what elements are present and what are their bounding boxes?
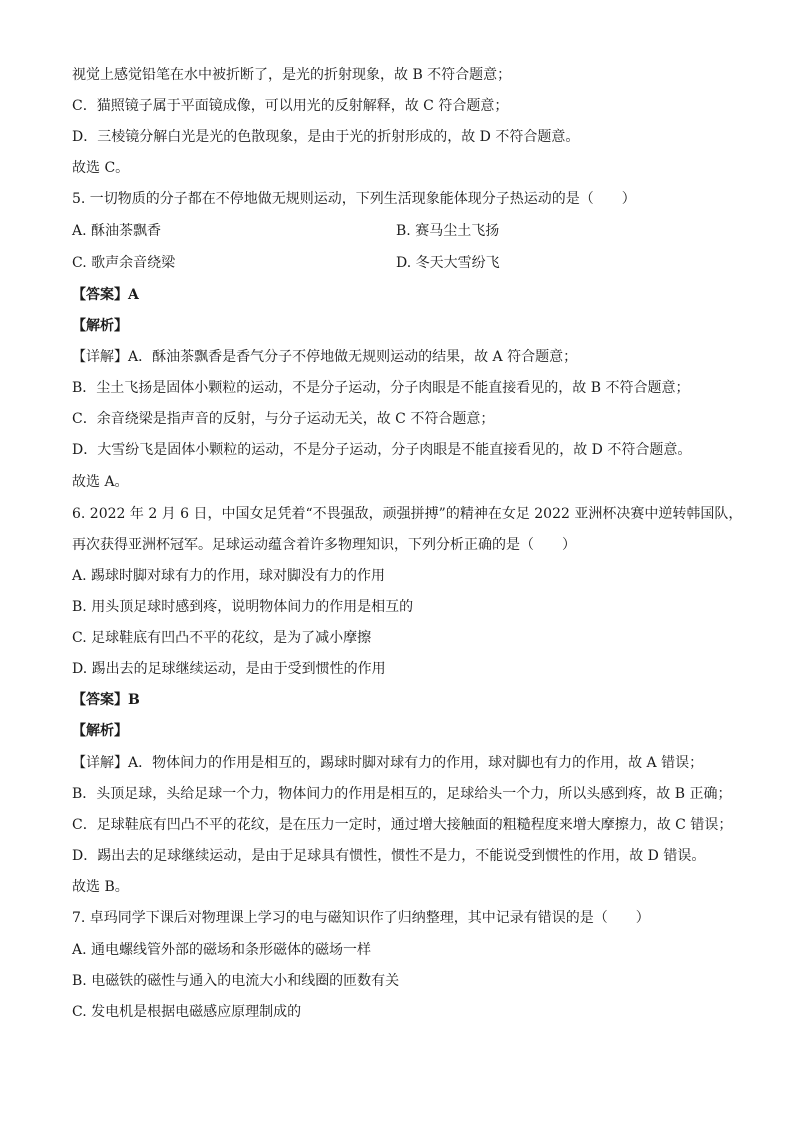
text-line: 【详解】A．物体间力的作用是相互的，踢球时脚对球有力的作用，球对脚也有力的作用，故 A 错误；: [72, 755, 704, 771]
text-line: B．尘土飞扬是固体小颗粒的运动，不是分子运动，分子肉眼是不能直接看见的，故 B 不符合题意；: [72, 380, 690, 396]
text-line: D．三棱镜分解白光是光的色散现象，是由于光的折射形成的，故 D 不符合题意。: [72, 129, 580, 145]
option-b: B. 电磁铁的磁性与通入的电流大小和线圈的匝数有关: [72, 973, 400, 989]
analysis-label: 【解析】: [72, 723, 128, 739]
text-line: 故选 A。: [72, 474, 129, 490]
answer-label: 【答案】A: [72, 287, 139, 303]
answer-label: 【答案】B: [72, 692, 140, 708]
text-line: C．余音绕梁是指声音的反射，与分子运动无关，故 C 不符合题意；: [72, 411, 495, 427]
question-5: 5. 一切物质的分子都在不停地做无规则运动，下列生活现象能体现分子热运动的是（ ）: [72, 191, 636, 207]
option-d: D. 踢出去的足球继续运动，是由于受到惯性的作用: [72, 661, 386, 677]
text-line: B．头顶足球，头给足球一个力，物体间力的作用是相互的，足球给头一个力，所以头感到疼，故 B 正确；: [72, 786, 732, 802]
option-b: B. 赛马尘土飞扬: [396, 223, 500, 239]
text-line: 视觉上感觉铅笔在水中被折断了，是光的折射现象，故 B 不符合题意；: [72, 67, 512, 83]
text-line: 故选 B。: [72, 879, 129, 895]
question-7: 7. 卓玛同学下课后对物理课上学习的电与磁知识作了归纳整理，其中记录有错误的是（ ）: [72, 910, 650, 926]
question-6-cont: 再次获得亚洲杯冠军。足球运动蕴含着许多物理知识，下列分析正确的是（ ）: [72, 537, 576, 553]
option-a: A. 踢球时脚对球有力的作用，球对脚没有力的作用: [72, 568, 386, 584]
option-c: C. 发电机是根据电磁感应原理制成的: [72, 1004, 302, 1020]
option-a: A. 酥油茶飘香: [72, 223, 162, 239]
option-c: C. 足球鞋底有凹凸不平的花纹，是为了减小摩擦: [72, 630, 372, 646]
text-line: C．猫照镜子属于平面镜成像，可以用光的反射解释，故 C 符合题意；: [72, 98, 509, 114]
option-c: C. 歌声余音绕梁: [72, 255, 176, 271]
text-line: 【详解】A．酥油茶飘香是香气分子不停地做无规则运动的结果，故 A 符合题意；: [72, 349, 578, 365]
option-b: B. 用头顶足球时感到疼，说明物体间力的作用是相互的: [72, 599, 414, 615]
text-line: D．大雪纷飞是固体小颗粒的运动，不是分子运动，分子肉眼是不能直接看见的，故 D 不符合题意。: [72, 442, 692, 458]
text-line: D．踢出去的足球继续运动，是由于足球具有惯性，惯性不是力，不能说受到惯性的作用，故 D 错误。: [72, 848, 706, 864]
option-a: A. 通电螺线管外部的磁场和条形磁体的磁场一样: [72, 942, 372, 958]
option-d: D. 冬天大雪纷飞: [396, 255, 500, 271]
text-line: C．足球鞋底有凹凸不平的花纹，是在压力一定时，通过增大接触面的粗糙程度来增大摩擦力，故 C 错误；: [72, 817, 733, 833]
question-6: 6. 2022 年 2 月 6 日，中国女足凭着“不畏强敌，顽强拼搏”的精神在女足 2022 亚洲杯决赛中逆转韩国队，: [72, 506, 743, 522]
analysis-label: 【解析】: [72, 318, 128, 334]
text-line: 故选 C。: [72, 160, 130, 176]
